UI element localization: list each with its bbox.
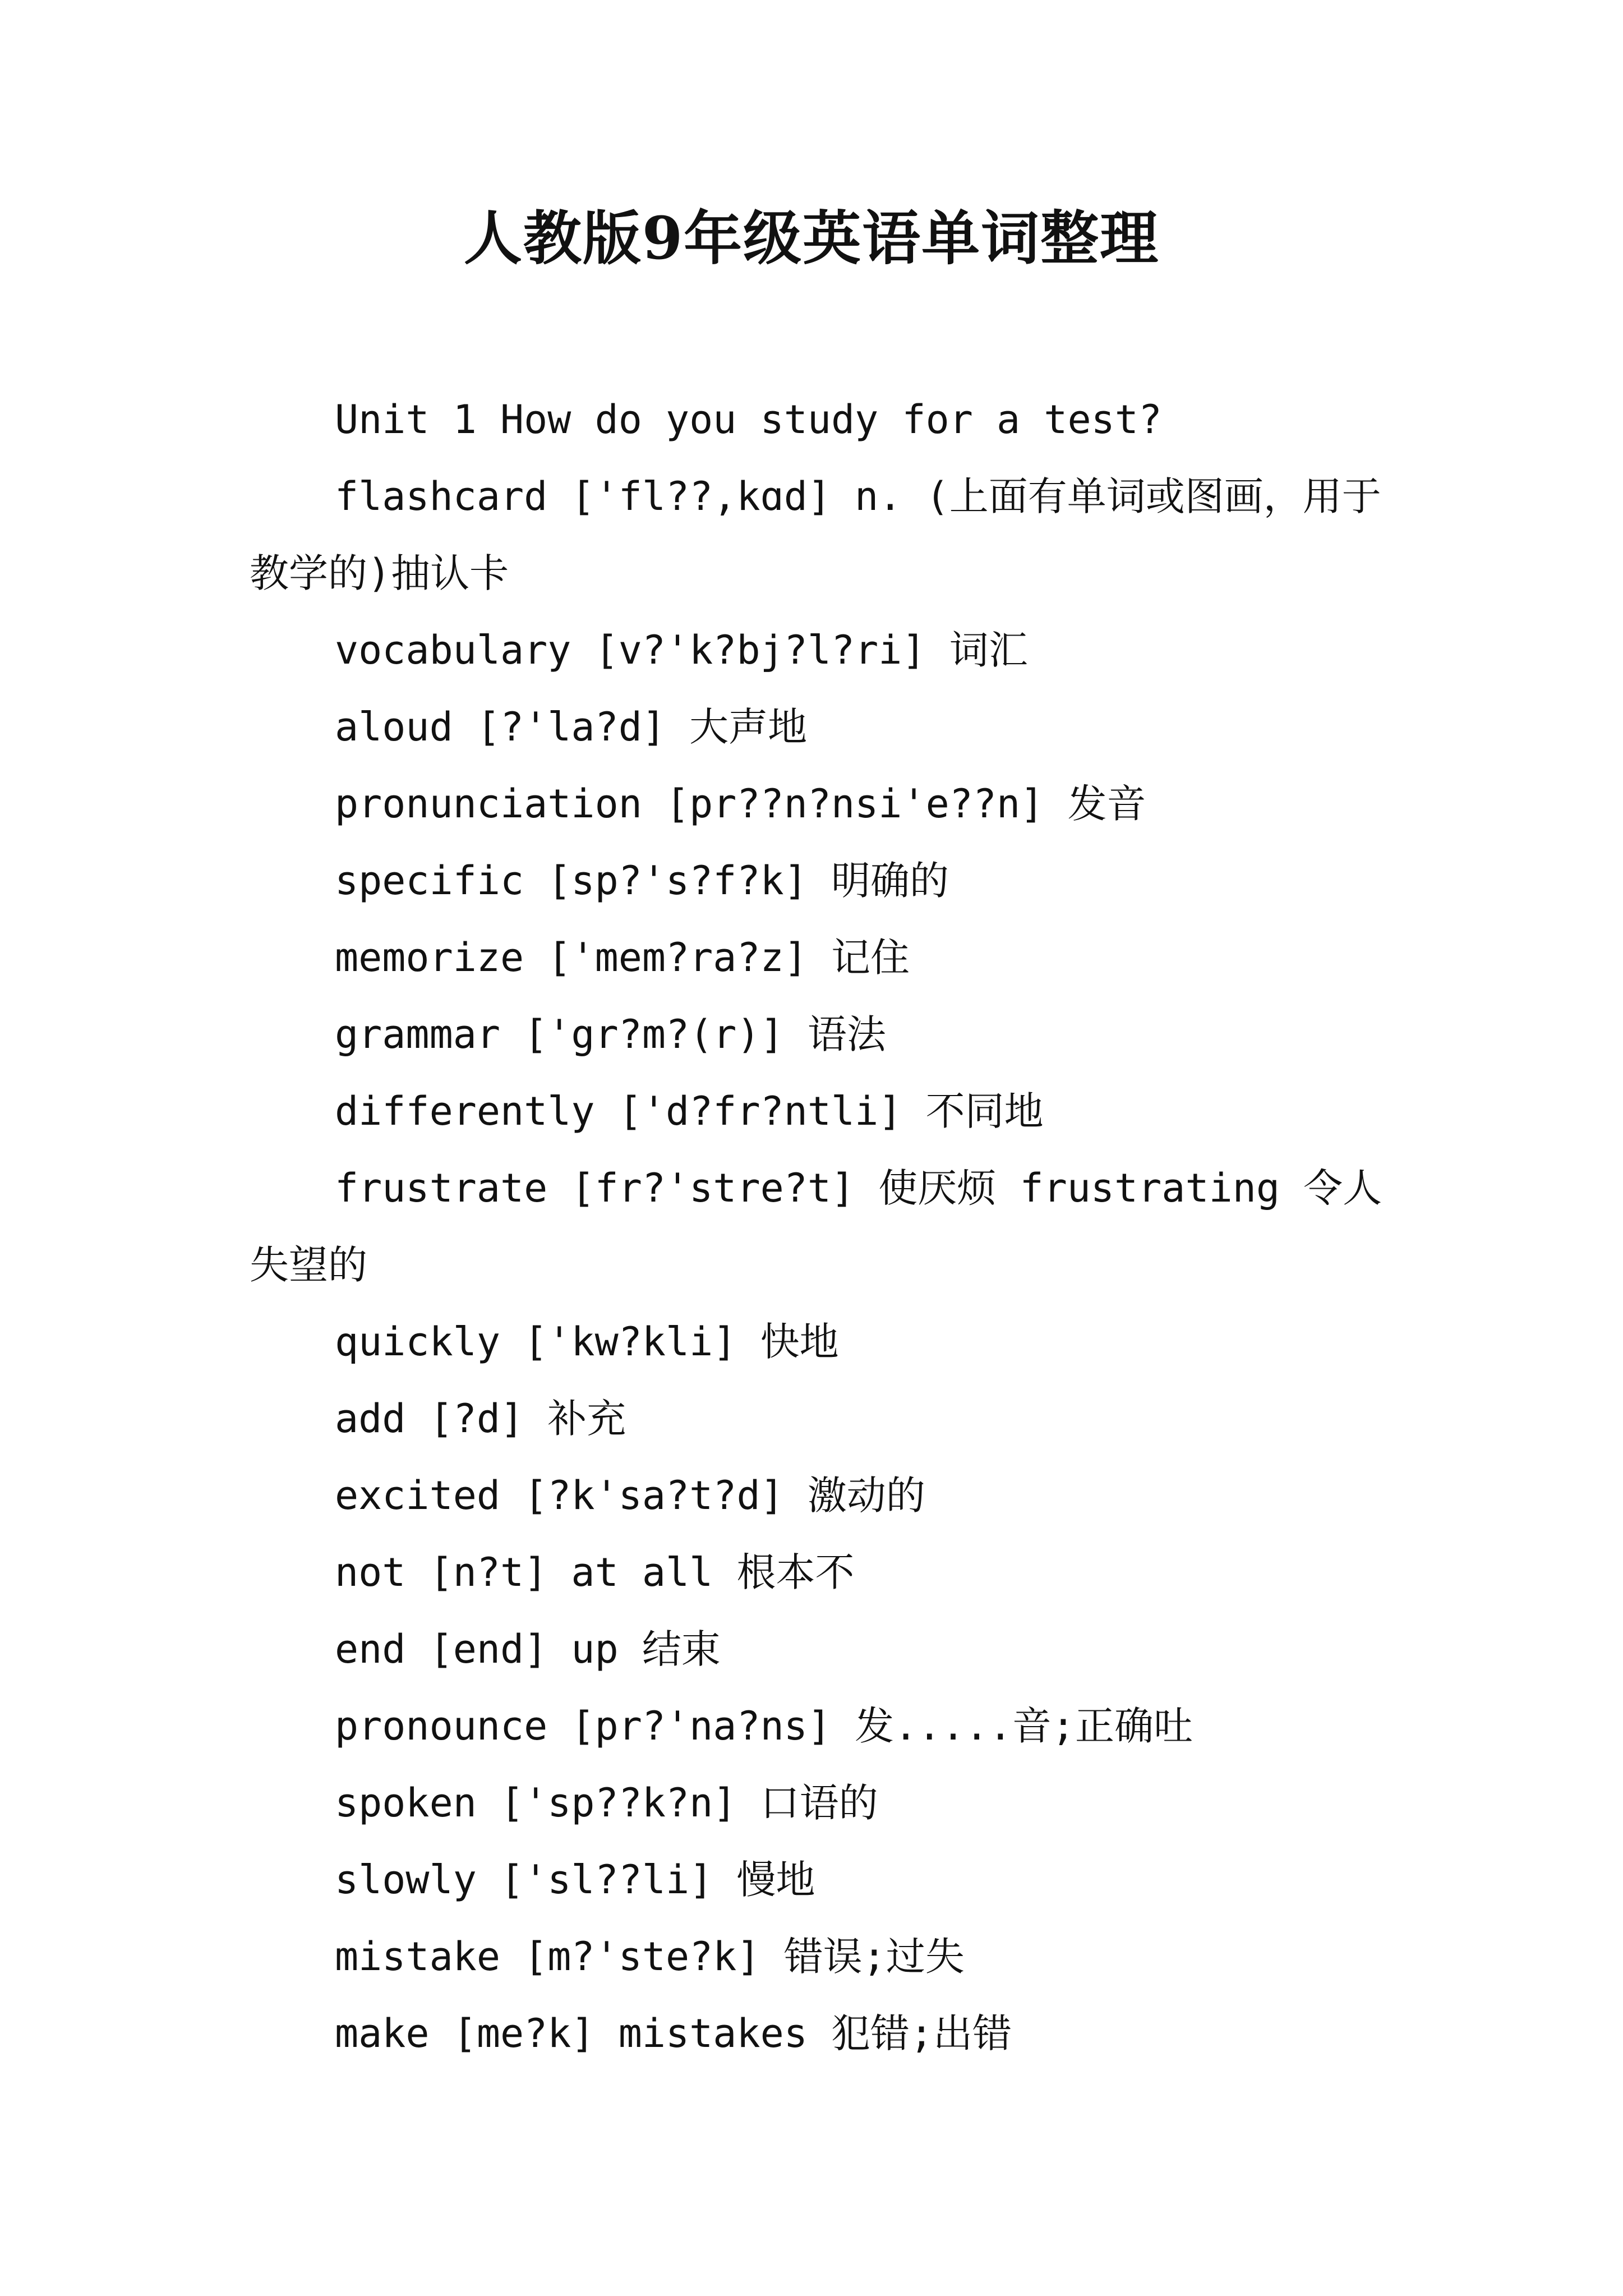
vocabulary-list [250,381,1399,2072]
vocab-entry: pronunciation [pr??n?nsi'e??n] 发音 [335,781,1146,827]
vocab-entry: spoken ['sp??k?n] 口语的 [335,1780,878,1826]
vocab-entry: aloud [?'la?d] 大声地 [335,704,808,750]
vocab-entry: flashcard ['fl??,kɑd] n. (上面有单词或图画，用于教学的)抽认卡 [250,473,1381,596]
vocab-entry: excited [?k'sa?t?d] 激动的 [335,1473,925,1519]
vocab-entry: slowly ['sl??li] 慢地 [335,1857,815,1903]
vocab-entry: frustrate [fr?'stre?t] 使厌烦 frustrating 令人失望的 [250,1165,1382,1288]
vocab-entry: add [?d] 补充 [335,1396,626,1442]
vocab-entry: memorize ['mem?ra?z] 记住 [335,935,910,981]
vocab-entry: make [me?k] mistakes 犯错;出错 [335,2010,1012,2056]
document-title: 人教版9年级英语单词整理 [463,204,1160,273]
vocab-entry: not [n?t] at all 根本不 [335,1549,855,1595]
vocab-entry: grammar ['gr?m?(r)] 语法 [335,1011,886,1057]
vocab-entry: pronounce [pr?'na?ns] 发.....音;正确吐 [335,1703,1193,1749]
vocab-entry: end [end] up 结束 [335,1626,721,1672]
vocab-entry: differently ['d?fr?ntli] 不同地 [335,1088,1044,1134]
unit-heading: Unit 1 How do you study for a test? [335,397,1163,443]
vocab-entry: specific [sp?'s?f?k] 明确的 [335,858,949,904]
vocab-entry: vocabulary [v?'k?bj?l?ri] 词汇 [335,627,1028,673]
vocab-entry: mistake [m?'ste?k] 错误;过失 [335,1934,965,1980]
vocab-entry: quickly ['kw?kli] 快地 [335,1319,839,1365]
